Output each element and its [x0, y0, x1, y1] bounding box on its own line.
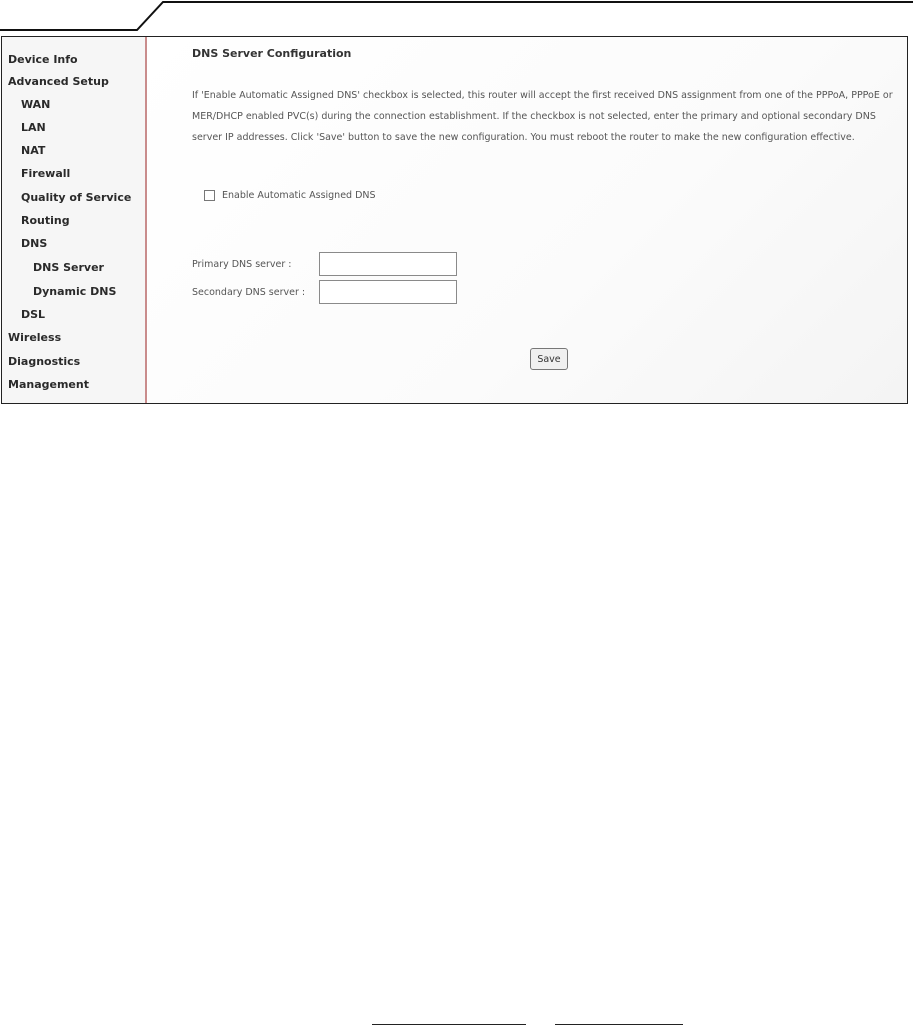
- sidebar-item-dns-server[interactable]: DNS Server: [33, 261, 104, 274]
- auto-dns-checkbox[interactable]: [204, 190, 215, 201]
- save-button[interactable]: Save: [530, 348, 568, 370]
- auto-dns-label: Enable Automatic Assigned DNS: [222, 190, 376, 201]
- sidebar-item-dns[interactable]: DNS: [21, 237, 48, 250]
- sidebar-nav: [2, 37, 147, 403]
- auto-dns-option: [204, 190, 376, 201]
- footer-rule-left: [372, 1024, 526, 1025]
- sidebar-item-dynamic-dns[interactable]: Dynamic DNS: [33, 285, 117, 298]
- top-tab-decoration: [0, 0, 913, 40]
- router-config-frame: [1, 36, 908, 404]
- sidebar-item-quality-of-service[interactable]: Quality of Service: [21, 191, 132, 204]
- sidebar-item-routing[interactable]: Routing: [21, 214, 70, 227]
- sidebar-item-firewall[interactable]: Firewall: [21, 167, 71, 180]
- page-title: DNS Server Configuration: [192, 47, 352, 60]
- sidebar-item-lan[interactable]: LAN: [21, 121, 46, 134]
- primary-dns-label: Primary DNS server :: [192, 259, 292, 270]
- sidebar-item-wireless[interactable]: Wireless: [8, 331, 62, 344]
- sidebar-item-dsl[interactable]: DSL: [21, 308, 46, 321]
- sidebar-item-management[interactable]: Management: [8, 378, 89, 391]
- secondary-dns-input[interactable]: [319, 280, 457, 304]
- primary-dns-input[interactable]: [319, 252, 457, 276]
- footer-rule-right: [555, 1024, 683, 1025]
- sidebar-item-wan[interactable]: WAN: [21, 98, 51, 111]
- sidebar-item-device-info[interactable]: Device Info: [8, 53, 78, 66]
- page-description: If 'Enable Automatic Assigned DNS' checkbox is selected, this router will accept the first received DNS assignment from one of the PPPoA, PPPoE or MER/DHCP enabled PVC(s) during the connection establishment. If the checkbox is not selected, enter the primary and optional secondary DNS server IP addresses. Click 'Save' button to save the new configuration. You must reboot the router to make the new configuration effective.: [192, 90, 893, 143]
- secondary-dns-label: Secondary DNS server :: [192, 287, 306, 298]
- sidebar-item-nat[interactable]: NAT: [21, 144, 46, 157]
- main-content: [148, 37, 907, 403]
- sidebar-item-diagnostics[interactable]: Diagnostics: [8, 355, 81, 368]
- sidebar-item-advanced-setup[interactable]: Advanced Setup: [8, 75, 109, 88]
